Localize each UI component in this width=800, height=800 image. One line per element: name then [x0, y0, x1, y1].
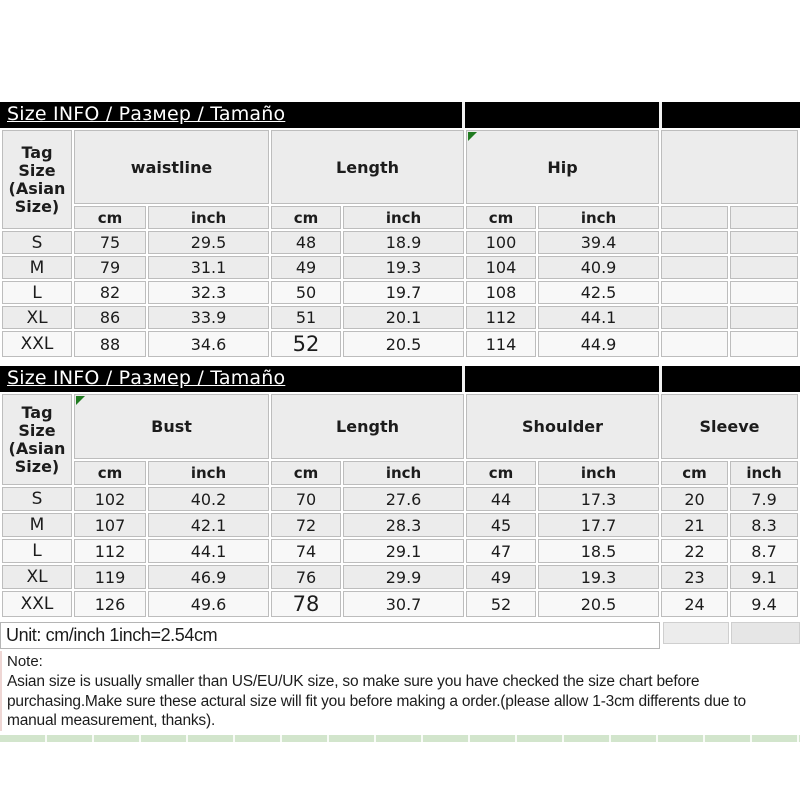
value-cell: 7.9: [730, 487, 798, 511]
unit-header-row: [2, 206, 798, 229]
value-cell: 114: [466, 331, 536, 357]
empty-cell: [730, 306, 798, 329]
size-label-cell: XXL: [2, 591, 72, 617]
unit-header-cell: [661, 206, 728, 229]
value-cell: 27.6: [343, 487, 464, 511]
empty-cell: [661, 331, 728, 357]
table-row: [2, 231, 798, 254]
empty-cell: [661, 281, 728, 304]
value-cell: 50: [271, 281, 341, 304]
value-cell: 20: [661, 487, 728, 511]
header-bar-segment: [662, 366, 800, 392]
value-cell: 19.3: [538, 565, 659, 589]
unit-header-cell: [730, 206, 798, 229]
value-cell: 51: [271, 306, 341, 329]
value-cell: 40.2: [148, 487, 269, 511]
value-cell: 29.1: [343, 539, 464, 563]
unit-note-row: [0, 622, 800, 649]
table-row: [2, 331, 798, 357]
measure-header-row: [2, 130, 798, 204]
value-cell: 112: [466, 306, 536, 329]
value-cell: 74: [271, 539, 341, 563]
unit-header-cell: inch: [538, 461, 659, 485]
size-label-cell: L: [2, 281, 72, 304]
unit-header-cell: cm: [271, 461, 341, 485]
value-cell: 45: [466, 513, 536, 537]
value-cell: 52: [466, 591, 536, 617]
measure-header-sleeve: Sleeve: [661, 394, 798, 459]
value-cell: 31.1: [148, 256, 269, 279]
value-cell: 49: [271, 256, 341, 279]
table-row: [2, 256, 798, 279]
table-row: [2, 487, 798, 511]
unit-header-row: [2, 461, 798, 485]
value-cell: 8.3: [730, 513, 798, 537]
measure-header-bust: [74, 394, 269, 459]
value-cell: 28.3: [343, 513, 464, 537]
value-cell: 19.7: [343, 281, 464, 304]
value-cell: 47: [466, 539, 536, 563]
unit-header-cell: inch: [538, 206, 659, 229]
size-table-tops: [0, 392, 800, 619]
value-cell: 18.5: [538, 539, 659, 563]
unit-header-cell: cm: [466, 461, 536, 485]
tag-size-header-text: Tag Size (Asian Size): [8, 142, 66, 216]
value-cell: 29.9: [343, 565, 464, 589]
value-cell: 44.9: [538, 331, 659, 357]
value-cell: 48: [271, 231, 341, 254]
value-cell: 49.6: [148, 591, 269, 617]
value-cell: 112: [74, 539, 146, 563]
value-cell: 76: [271, 565, 341, 589]
unit-header-cell: cm: [466, 206, 536, 229]
table-row: [2, 539, 798, 563]
empty-cell: [661, 256, 728, 279]
size-label-cell: M: [2, 256, 72, 279]
unit-header-cell: cm: [271, 206, 341, 229]
value-cell: 9.1: [730, 565, 798, 589]
size-chart-content: [0, 102, 800, 742]
empty-cell: [661, 231, 728, 254]
size-label-cell: XL: [2, 306, 72, 329]
value-cell: 78: [271, 591, 341, 617]
green-divider-strip: [0, 735, 800, 742]
note-text: Asian size is usually smaller than US/EU/UK size, so make sure you have checked the size chart before purchasing.Make sure these actural size will fit you before making a order.(please allow 1-3cm differents due to manual measurement, thanks).: [7, 673, 746, 729]
empty-header-cell: [661, 130, 798, 204]
value-cell: 44.1: [148, 539, 269, 563]
header-bar-segment: [0, 366, 462, 392]
value-cell: 33.9: [148, 306, 269, 329]
unit-header-cell: inch: [148, 461, 269, 485]
size-label-cell: M: [2, 513, 72, 537]
value-cell: 19.3: [343, 256, 464, 279]
measure-header-bust-label: Bust: [151, 417, 192, 436]
value-cell: 72: [271, 513, 341, 537]
size-label-cell: L: [2, 539, 72, 563]
section-title: Size INFO / Размер / Tamaño: [7, 367, 286, 389]
value-cell: 21: [661, 513, 728, 537]
value-cell: 20.1: [343, 306, 464, 329]
unit-header-cell: inch: [148, 206, 269, 229]
unit-header-cell: inch: [343, 206, 464, 229]
empty-cell: [661, 306, 728, 329]
value-cell: 23: [661, 565, 728, 589]
note-label: Note:: [7, 653, 43, 670]
note-area: [0, 651, 800, 731]
value-cell: 8.7: [730, 539, 798, 563]
section-title: Size INFO / Размер / Tamaño: [7, 103, 286, 125]
value-cell: 75: [74, 231, 146, 254]
empty-cell: [731, 622, 800, 644]
measure-header-hip: [466, 130, 659, 204]
table-row: [2, 591, 798, 617]
size-table-bottoms: [0, 128, 800, 359]
size-label-cell: XXL: [2, 331, 72, 357]
value-cell: 9.4: [730, 591, 798, 617]
value-cell: 102: [74, 487, 146, 511]
value-cell: 44.1: [538, 306, 659, 329]
header-bar-segment: [0, 102, 462, 128]
unit-header-cell: cm: [74, 461, 146, 485]
empty-cell: [663, 622, 730, 644]
value-cell: 39.4: [538, 231, 659, 254]
measure-header-shoulder: Shoulder: [466, 394, 659, 459]
value-cell: 20.5: [538, 591, 659, 617]
unit-header-cell: cm: [74, 206, 146, 229]
value-cell: 52: [271, 331, 341, 357]
value-cell: 42.5: [538, 281, 659, 304]
section-header-bar-1: [0, 102, 800, 128]
empty-cell: [730, 231, 798, 254]
measure-header-hip-label: Hip: [547, 157, 578, 177]
value-cell: 49: [466, 565, 536, 589]
comment-marker-icon: [468, 132, 477, 141]
tag-size-header-cell: [2, 394, 72, 485]
value-cell: 30.7: [343, 591, 464, 617]
unit-header-cell: inch: [343, 461, 464, 485]
empty-cell: [730, 256, 798, 279]
measure-header-waistline: waistline: [74, 130, 269, 204]
value-cell: 88: [74, 331, 146, 357]
tag-size-header-text: Tag Size (Asian Size): [8, 402, 66, 476]
unit-header-cell: cm: [661, 461, 728, 485]
empty-cell: [730, 331, 798, 357]
value-cell: 82: [74, 281, 146, 304]
header-bar-segment: [465, 102, 659, 128]
value-cell: 100: [466, 231, 536, 254]
value-cell: 86: [74, 306, 146, 329]
value-cell: 20.5: [343, 331, 464, 357]
value-cell: 17.7: [538, 513, 659, 537]
value-cell: 29.5: [148, 231, 269, 254]
value-cell: 18.9: [343, 231, 464, 254]
value-cell: 107: [74, 513, 146, 537]
size-label-cell: S: [2, 231, 72, 254]
value-cell: 42.1: [148, 513, 269, 537]
value-cell: 46.9: [148, 565, 269, 589]
value-cell: 34.6: [148, 331, 269, 357]
table-row: [2, 513, 798, 537]
measure-header-length: Length: [271, 394, 464, 459]
unit-header-cell: inch: [730, 461, 798, 485]
value-cell: 70: [271, 487, 341, 511]
value-cell: 24: [661, 591, 728, 617]
measure-header-length: Length: [271, 130, 464, 204]
value-cell: 108: [466, 281, 536, 304]
header-bar-segment: [662, 102, 800, 128]
value-cell: 119: [74, 565, 146, 589]
header-bar-segment: [465, 366, 659, 392]
unit-note-cell: Unit: cm/inch 1inch=2.54cm: [0, 622, 660, 649]
value-cell: 32.3: [148, 281, 269, 304]
value-cell: 17.3: [538, 487, 659, 511]
value-cell: 104: [466, 256, 536, 279]
empty-cell: [730, 281, 798, 304]
table-row: [2, 306, 798, 329]
comment-marker-icon: [76, 396, 85, 405]
section-header-bar-2: [0, 366, 800, 392]
tag-size-header-cell: [2, 130, 72, 229]
size-label-cell: XL: [2, 565, 72, 589]
table-row: [2, 565, 798, 589]
value-cell: 44: [466, 487, 536, 511]
value-cell: 40.9: [538, 256, 659, 279]
table-row: [2, 281, 798, 304]
value-cell: 22: [661, 539, 728, 563]
size-label-cell: S: [2, 487, 72, 511]
value-cell: 79: [74, 256, 146, 279]
value-cell: 126: [74, 591, 146, 617]
measure-header-row: [2, 394, 798, 459]
